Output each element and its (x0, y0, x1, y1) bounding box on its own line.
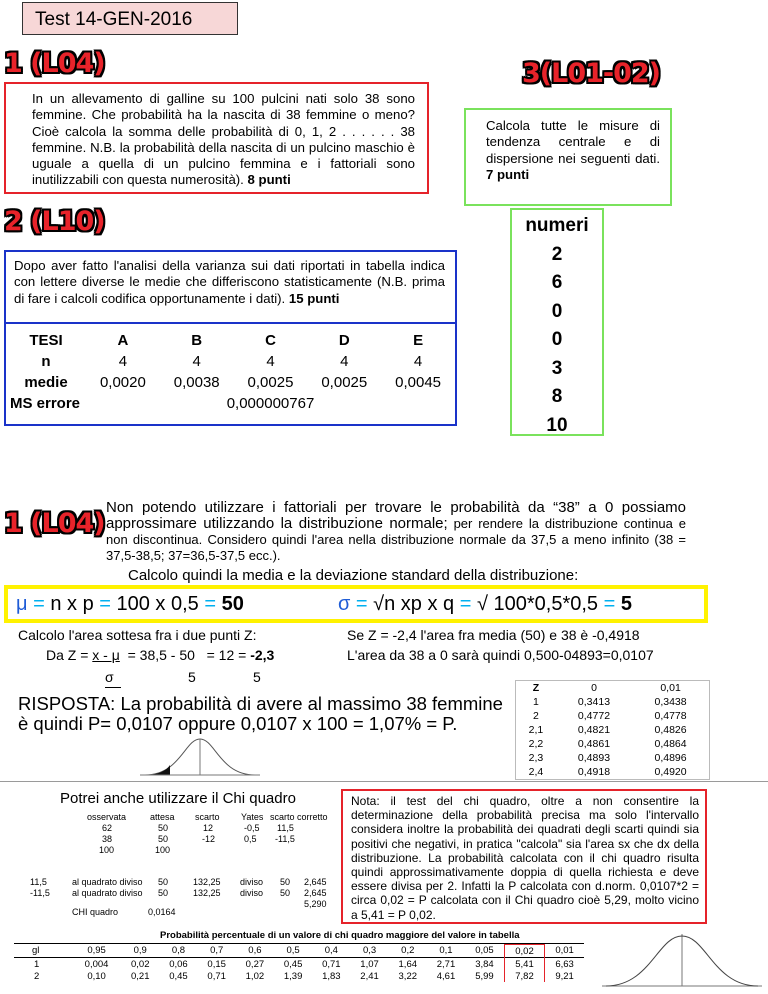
mu-values: 100 x 0,5 (116, 593, 199, 615)
divider (0, 781, 768, 782)
table-cell: 4 (413, 353, 423, 370)
mu-formula: n x p (50, 593, 94, 615)
z-den-sigma: σ (105, 669, 114, 685)
table-cell: 0,3413 (577, 696, 611, 708)
table-cell: 6,63 (555, 958, 574, 970)
table-cell: -11,5 (30, 888, 50, 898)
table-cell: 50 (158, 877, 169, 887)
table-cell: 4 (340, 353, 349, 370)
table-cell: 2,645 (304, 877, 327, 887)
numeri-box (510, 208, 604, 436)
table-row (516, 751, 710, 765)
tesi-table-box (4, 322, 457, 426)
table-header: 0,2 (401, 945, 415, 957)
table-header: osservata (87, 812, 127, 822)
table-header: 0,3 (362, 945, 377, 957)
table-cell: 0,0045 (395, 374, 442, 391)
table-cell: 0,4778 (654, 710, 687, 722)
solution-intro-b: per rendere la distribuzione continua e non discontinua. Considero quindi l'area nella distribuzione normale da 37,5 a meno infinito (38 = 37,5-38,5; 37=36,5-37,5 ecc.). (106, 516, 686, 563)
table-cell: 0,21 (130, 970, 150, 982)
table-cell: 0,27 (245, 958, 265, 970)
list-item: 3 (551, 357, 563, 379)
z-table (515, 680, 710, 780)
sigma-symbol: σ (338, 593, 351, 615)
solution-intro-a: Non potendo utilizzare i fattoriali per trovare le probabilità da “38” a 0 possiamo approssimare utilizzando la distribuzione normale; (106, 499, 686, 532)
table-cell: 50 (158, 888, 169, 898)
table-header: 0,5 (286, 945, 300, 957)
table-cell: 1 (533, 696, 539, 708)
table-cell: 11,5 (277, 823, 294, 833)
question-1-badge: 1 (L04) (4, 48, 105, 79)
equals: = (598, 593, 621, 615)
table-cell: 1,83 (322, 970, 341, 982)
table-cell: 132,25 (193, 888, 221, 898)
table-cell: 4 (118, 353, 128, 370)
table-cell: 0,71 (322, 958, 341, 970)
table-row (516, 737, 710, 751)
table-cell: 0,000000767 (226, 395, 315, 412)
table-cell: 9,21 (555, 970, 574, 982)
equals: = (350, 593, 374, 615)
table-cell: 0,45 (169, 970, 188, 982)
area-result-1: Se Z = -2,4 l'area fra media (50) e 38 è -0,4918 (347, 627, 640, 643)
table-cell: 0,45 (283, 958, 303, 970)
table-cell: 1,02 (245, 970, 265, 982)
table-cell: 11,5 (30, 877, 47, 887)
question-1-points: 8 punti (247, 172, 291, 188)
table-cell: 0,71 (207, 970, 226, 982)
table-header: 0,95 (87, 945, 106, 957)
table-cell: 1,39 (283, 970, 303, 982)
tesi-table (6, 330, 455, 414)
table-cell: 100 (99, 845, 115, 855)
question-2-badge: 2 (L10) (4, 206, 105, 237)
sigma-result: 5 (620, 593, 632, 615)
table-cell: 0,4826 (654, 724, 687, 736)
question-3-badge: 3(L01-02) (522, 58, 661, 89)
page-title: Test 14-GEN-2016 (22, 2, 238, 35)
table-header: gl (32, 945, 40, 957)
table-cell: 0,4920 (654, 766, 687, 778)
table-row (6, 372, 455, 393)
table-header: 0,6 (248, 945, 262, 957)
table-cell: 132,25 (193, 877, 221, 887)
table-cell: 0,0025 (321, 374, 368, 391)
equals: = (198, 593, 222, 615)
table-header: C (265, 332, 276, 349)
table-row (516, 695, 710, 709)
table-cell: 38 (102, 834, 113, 844)
table-cell: 50 (280, 888, 291, 898)
table-cell: diviso (240, 888, 264, 898)
table-cell: 2,2 (528, 738, 544, 750)
table-cell: -0,5 (244, 823, 260, 833)
question-3-points: 7 punti (486, 166, 530, 182)
z-formula (46, 647, 274, 663)
table-header: B (191, 332, 203, 349)
table-header: D (338, 332, 350, 349)
table-row (6, 351, 455, 372)
table-cell: 2,3 (528, 752, 544, 764)
table-cell: 1 (34, 958, 40, 970)
z-den-5b: 5 (253, 669, 261, 685)
table-cell: 4,61 (436, 970, 456, 982)
table-cell: 50 (158, 834, 169, 844)
table-cell: 100 (155, 845, 171, 855)
table-header: 0,01 (555, 945, 574, 957)
chi-label: CHI quadro (72, 907, 119, 917)
table-header: TESI (29, 332, 63, 349)
table-cell: 2,645 (304, 888, 327, 898)
table-cell: 0,0038 (173, 374, 220, 391)
table-cell: 2 (34, 970, 40, 982)
list-item: 2 (551, 243, 563, 265)
table-cell: 4 (192, 353, 201, 370)
z-den-5a: 5 (188, 669, 196, 685)
list-item: 10 (546, 414, 568, 436)
chi-table (0, 812, 340, 922)
table-cell: 1,64 (398, 958, 418, 970)
table-row (516, 765, 710, 780)
table-cell: 12 (203, 823, 214, 833)
table-header: 0 (591, 682, 597, 694)
mu-result: 50 (221, 593, 244, 615)
table-cell: diviso (240, 877, 264, 887)
table-cell: 4 (266, 353, 275, 370)
table-cell: 2,41 (360, 970, 379, 982)
equals: = (454, 593, 477, 615)
equals: = (93, 593, 117, 615)
list-item: 6 (551, 272, 563, 293)
table-cell: 0,0025 (247, 374, 294, 391)
table-header: 0,05 (475, 945, 494, 957)
table-cell: -12 (202, 834, 216, 844)
chi-title: Potrei anche utilizzare il Chi quadro (60, 790, 296, 807)
table-cell: al quadrato diviso (72, 877, 143, 887)
solution-intro (106, 500, 686, 564)
table-cell: 2,4 (528, 766, 544, 778)
list-item: 8 (551, 386, 563, 407)
table-header: A (117, 332, 129, 349)
table-cell: 5,99 (475, 970, 494, 982)
table-cell: MS errore (10, 395, 81, 412)
nota-text: Nota: il test del chi quadro, oltre a non consentire la determinazione della probabilità precisa ma solo l'intervallo considera inoltre la probabilità dei quadrati degli scarti quindi sia positivi che negativi, in pratica "calcola" sia l'area sx che dx della distribuzione. La probabilità calcolata con il chi quadro risulta quindi approssimativamente doppia di quella richiesta e deve essere divisa per 2. Infatti la P calcolata con d.norm. 0,0107*2 = circa 0,02 = P calcolata con il Chi quadro cioè 5,29, molto vicino a 5,41 = P 0,02. (351, 794, 699, 922)
formula-box (4, 585, 708, 623)
table-cell: al quadrato diviso (72, 888, 143, 898)
table-header: 0,1 (439, 945, 453, 957)
table-cell: 0,004 (84, 958, 109, 970)
table-cell: 0,10 (87, 970, 106, 982)
table-cell: 0,02 (130, 958, 150, 970)
question-3-text: Calcola tutte le misure di tendenza centrale e di dispersione nei seguenti dati. (486, 118, 660, 166)
area-result-2: L'area da 38 a 0 sarà quindi 0,500-04893=0,0107 (347, 647, 654, 663)
question-2-text: Dopo aver fatto l'analisi della varianza sui dati riportati in tabella indica con lettere diverse le medie che differiscono statisticamente (N.B. prima di fare i calcoli codifica opportunamente i dati). (14, 258, 445, 306)
calc-line: Calcolo quindi la media e la deviazione standard della distribuzione: (128, 567, 579, 584)
question-1-text: In un allevamento di galline su 100 pulcini nati solo 38 sono femmine. Che probabilità ha la nascita di 38 femmine o meno? Cioè calcola la somma delle probabilità di 0, 1, 2 . . . . . . 38 femmine. N.B. la probabilità della nascita di un pulcino maschio è uguale a quella di un pulcino femmina e i fattoriali sono inutilizzabili con questa numerosità). (32, 91, 415, 188)
question-3-box (464, 108, 672, 206)
table-cell: 2 (533, 710, 539, 722)
sigma-formula: √n xp x q (373, 593, 455, 615)
nota-box (341, 789, 707, 924)
question-2-points: 15 punti (288, 290, 340, 306)
table-cell: 0,4864 (654, 738, 687, 750)
area-line: Calcolo l'area sottesa fra i due punti Z: (18, 627, 257, 643)
z-result: -2,3 (250, 647, 275, 663)
sigma-values: √ 100*0,5*0,5 (476, 593, 599, 615)
table-header: scarto corretto (270, 812, 328, 822)
pct-title: Probabilità percentuale di un valore di chi quadro maggiore del valore in tabella (160, 930, 520, 941)
table-cell: 7,82 (504, 970, 544, 982)
bell-curve-graphic (140, 737, 260, 779)
table-cell: 50 (158, 823, 169, 833)
mu-symbol: μ (16, 593, 28, 615)
table-cell: 5,290 (304, 899, 327, 909)
table-cell: 0,4918 (577, 766, 611, 778)
chi-percent-table (14, 944, 584, 982)
table-cell: 0,4821 (577, 724, 611, 736)
table-cell: 5,41 (504, 958, 544, 971)
z-calc: = 38,5 - 50 = 12 = (119, 647, 251, 663)
table-cell: 3,84 (475, 958, 494, 970)
numeri-title: numeri (525, 215, 589, 236)
question-1-box (4, 82, 429, 194)
table-header: 0,8 (171, 945, 186, 957)
table-cell: 3,22 (398, 970, 418, 982)
table-header: 0,01 (660, 682, 681, 694)
table-cell: 0,15 (207, 958, 226, 970)
z-numerator: x - μ (92, 647, 120, 663)
solution-badge: 1 (L04) (4, 508, 105, 539)
chi-value: 0,0164 (148, 907, 176, 917)
table-cell: medie (24, 374, 68, 391)
table-cell: 0,0020 (99, 374, 146, 391)
table-row (6, 393, 455, 414)
list-item: 0 (551, 329, 563, 350)
fraction-bar (105, 687, 121, 688)
table-cell: 50 (280, 877, 291, 887)
table-cell: 62 (102, 823, 113, 833)
table-row (14, 970, 584, 982)
table-header: 0,7 (210, 945, 224, 957)
question-2-box (4, 250, 457, 324)
table-cell: 0,3438 (654, 696, 687, 708)
list-item: 0 (551, 300, 563, 322)
table-cell: 0,4896 (654, 752, 687, 764)
table-header: 0,02 (504, 945, 544, 958)
table-header: Z (532, 682, 540, 694)
table-row (516, 723, 710, 737)
table-header: scarto (195, 812, 220, 822)
table-header: 0,9 (133, 945, 147, 957)
table-cell: 2,1 (528, 724, 544, 736)
table-header: attesa (150, 812, 175, 822)
table-cell: 2,71 (436, 958, 456, 970)
risposta: RISPOSTA: La probabilità di avere al massimo 38 femmine è quindi P= 0,0107 oppure 0,0107 x 100 = 1,07% = P. (18, 693, 503, 734)
table-cell: 0,4893 (577, 752, 611, 764)
equals: = (27, 593, 51, 615)
table-header: Yates (241, 812, 264, 822)
chi-curve-graphic (600, 930, 764, 992)
table-cell: n (41, 353, 51, 370)
table-cell: 0,06 (169, 958, 188, 970)
table-cell: 1,07 (360, 958, 379, 970)
table-cell: 0,5 (244, 834, 257, 844)
table-header: 0,4 (324, 945, 338, 957)
table-cell: -11,5 (275, 834, 295, 844)
table-cell: 0,4772 (577, 710, 611, 722)
table-row (14, 958, 584, 971)
table-header: E (413, 332, 424, 349)
z-label: Da Z = (46, 647, 93, 663)
table-cell: 0,4861 (577, 738, 611, 750)
table-row (516, 709, 710, 723)
